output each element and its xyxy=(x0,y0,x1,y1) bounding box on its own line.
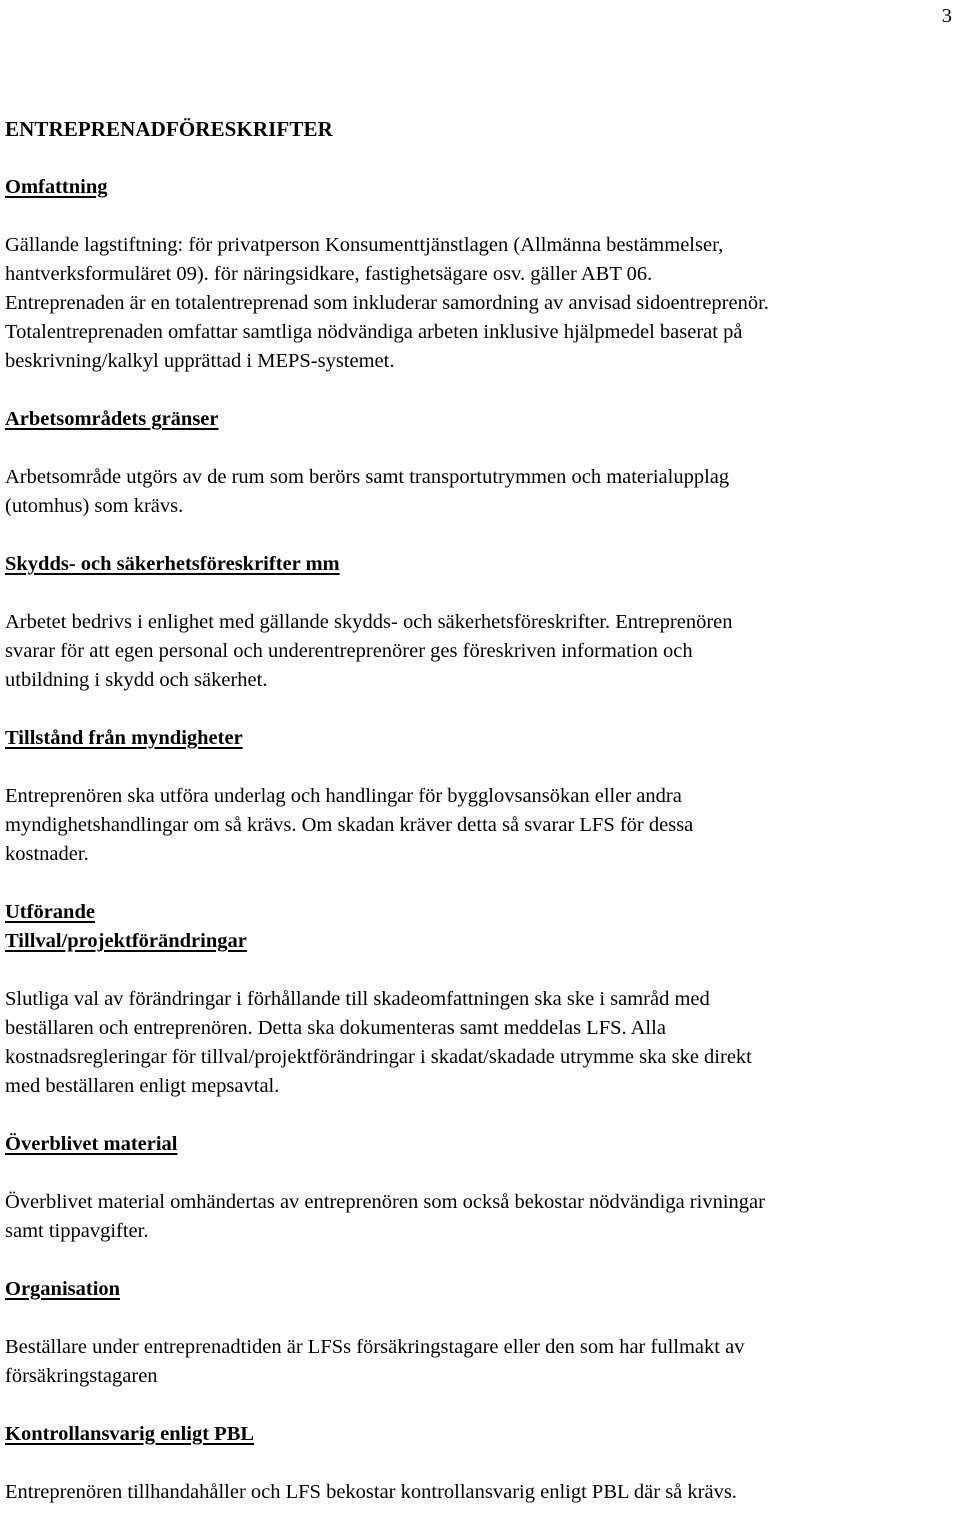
section-heading-omfattning: Omfattning xyxy=(5,176,108,198)
section-heading-kontrollansvarig: Kontrollansvarig enligt PBL xyxy=(5,1423,255,1445)
text-line: myndighetshandlingar om så krävs. Om skadan kräver detta så svarar LFS för dessa xyxy=(5,814,694,836)
text-line: Entreprenaden är en totalentreprenad som inkluderar samordning av anvisad sidoentreprenör. xyxy=(5,292,769,314)
text-line: kostnadsregleringar för tillval/projektförändringar i skadat/skadade utrymme ska ske direkt xyxy=(5,1046,752,1068)
text-line: Gällande lagstiftning: för privatperson Konsumenttjänstlagen (Allmänna bestämmelser, xyxy=(5,234,724,256)
text-line: försäkringstagaren xyxy=(5,1365,158,1387)
section-text-overblivet-material xyxy=(5,1188,950,1246)
section-text-arbetsomradets-granser xyxy=(5,463,950,521)
section-text-tillstand xyxy=(5,782,950,869)
section-heading-overblivet-material: Överblivet material xyxy=(5,1133,178,1155)
text-line: beställaren och entreprenören. Detta ska dokumenteras samt meddelas LFS. Alla xyxy=(5,1017,666,1039)
text-line: kostnader. xyxy=(5,843,89,865)
section-text-kontrollansvarig xyxy=(5,1478,950,1507)
page-number: 3 xyxy=(941,5,952,27)
text-line: Arbetet bedrivs i enlighet med gällande skydds- och säkerhetsföreskrifter. Entreprenören xyxy=(5,611,733,633)
section-subheading-tillval: Tillval/projektförändringar xyxy=(5,930,247,952)
section-heading-organisation: Organisation xyxy=(5,1278,121,1300)
text-line: Entreprenören ska utföra underlag och handlingar för bygglovsansökan eller andra xyxy=(5,785,682,807)
text-line: Slutliga val av förändringar i förhållande till skadeomfattningen ska ske i samråd med xyxy=(5,988,710,1010)
document-body xyxy=(5,115,950,1536)
text-line: med beställaren enligt mepsavtal. xyxy=(5,1075,280,1097)
section-text-organisation xyxy=(5,1333,950,1391)
document-title: ENTREPRENADFÖRESKRIFTER xyxy=(5,117,333,141)
text-line: Överblivet material omhändertas av entreprenören som också bekostar nödvändiga rivningar xyxy=(5,1191,765,1213)
section-text-omfattning xyxy=(5,231,950,376)
text-line: utbildning i skydd och säkerhet. xyxy=(5,669,268,691)
text-line: Entreprenören tillhandahåller och LFS bekostar kontrollansvarig enligt PBL där så krävs. xyxy=(5,1481,737,1503)
text-line: (utomhus) som krävs. xyxy=(5,495,184,517)
section-text-skydds-och-sakerhet xyxy=(5,608,950,695)
section-text-tillval xyxy=(5,985,950,1101)
text-line: Totalentreprenaden omfattar samtliga nödvändiga arbeten inklusive hjälpmedel baserat på xyxy=(5,321,743,343)
section-heading-utforande: Utförande xyxy=(5,901,95,923)
text-line: hantverksformuläret 09). för näringsidkare, fastighetsägare osv. gäller ABT 06. xyxy=(5,263,653,285)
text-line: samt tippavgifter. xyxy=(5,1220,149,1242)
text-line: Beställare under entreprenadtiden är LFSs försäkringstagare eller den som har fullmakt av xyxy=(5,1336,745,1358)
section-heading-tillstand: Tillstånd från myndigheter xyxy=(5,727,243,749)
text-line: beskrivning/kalkyl upprättad i MEPS-systemet. xyxy=(5,350,395,372)
text-line: svarar för att egen personal och underentreprenörer ges föreskriven information och xyxy=(5,640,693,662)
text-line: Arbetsområde utgörs av de rum som berörs samt transportutrymmen och materialupplag xyxy=(5,466,730,488)
section-heading-skydds-och-sakerhet: Skydds- och säkerhetsföreskrifter mm xyxy=(5,553,340,575)
section-heading-arbetsomradets-granser: Arbetsområdets gränser xyxy=(5,408,219,430)
